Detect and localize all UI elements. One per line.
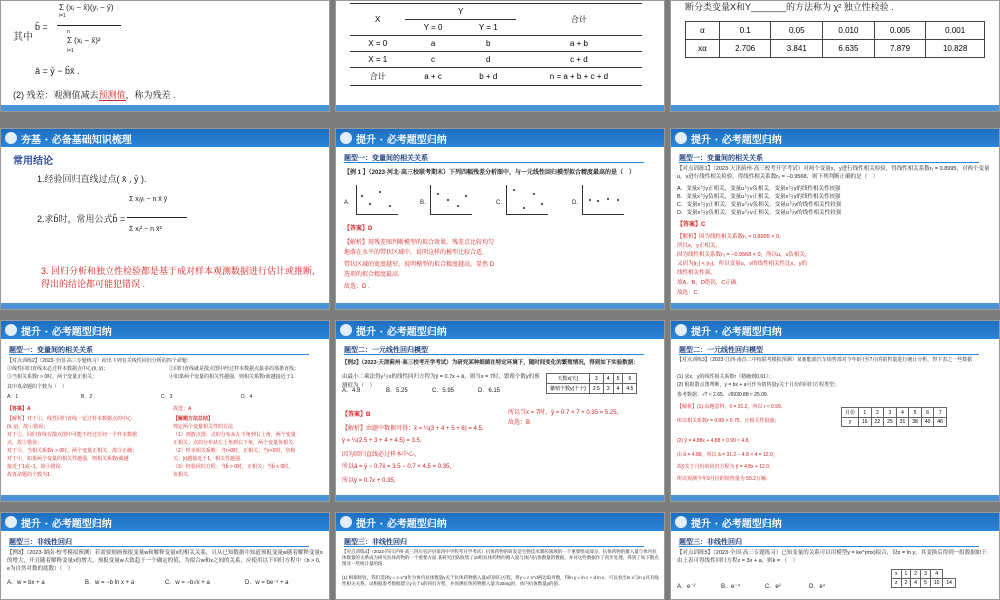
cell: 10.828 bbox=[926, 40, 985, 58]
cell: 2 bbox=[911, 570, 921, 579]
cell: 3 bbox=[603, 384, 613, 394]
header-x: X bbox=[350, 4, 405, 36]
question: 【例3】（2023·湖南·校考模拟预测）若需要刻画预报变量w和解释变量x的相关关系，且从已知数据中知道预报变量w随着解释变量x的增大，开且随着解释变量x的增大，预报变量w大致趋于一个确定的值，为拟合w和x之间的关系，应使用以下回归方程中（b > 0，e为自然对数的底数）（ ） bbox=[7, 550, 325, 572]
explanation-3: 因为线性相关系数r₂ = −0.9568 < 0，所以u，v负相关， bbox=[677, 252, 811, 258]
method-title: 【解题方法总结】 bbox=[173, 416, 214, 422]
cell: 3 bbox=[589, 374, 603, 384]
option-d[interactable]: D．6.15 bbox=[478, 388, 501, 394]
conclusion-3: 3. 回归分析和独立性检验都是基于成对样本观测数据进行估计或推断，得出的结论都可能犯错误 . bbox=[41, 266, 322, 289]
data-table bbox=[546, 373, 637, 394]
cell: 4 bbox=[613, 384, 623, 394]
explanation-3: 对于②，回归直线在散点图中可能不经过任何一个样本数据 bbox=[7, 432, 138, 438]
cell: 40 bbox=[921, 418, 934, 427]
prop-3: ③当相关系数r > 0时，两个变量正相关； bbox=[7, 374, 98, 380]
cell: c bbox=[405, 52, 460, 68]
method-2: 判定两个变量相关性的方法 bbox=[173, 424, 234, 430]
cell: 14 bbox=[943, 579, 956, 588]
footer-bar bbox=[336, 303, 664, 309]
option-b[interactable]: B．5.25 bbox=[386, 388, 408, 394]
table-row bbox=[350, 68, 642, 86]
divider bbox=[344, 162, 644, 163]
explanation-4: 点，故②错误； bbox=[7, 440, 43, 446]
cell: 5 bbox=[909, 408, 922, 418]
denominator-index: i=1 bbox=[67, 48, 74, 54]
cell: X = 0 bbox=[350, 36, 405, 52]
explanation-1: 【解析】对于①，线性回归直线一定过样本数据点的中心 bbox=[7, 416, 133, 422]
explanation-7: 故选：C . bbox=[677, 290, 701, 296]
option-c[interactable]: C． bbox=[496, 200, 507, 206]
method-4: 正相关；点的分布从左上角到右下角，两个变量负相关. bbox=[173, 440, 295, 446]
cell: 0.05 bbox=[771, 22, 823, 40]
cell: b + d bbox=[461, 68, 516, 86]
answer: 【答案】B bbox=[342, 412, 371, 418]
cell: 10 bbox=[930, 579, 943, 588]
question: 【对点训练4】（2023·四川泸州·高三四川省泸县第四中学校考开学考试）抗体药物的研发是生物技术制药领域的一个重要组成部分，抗体药物的摄入量与体内抗体数量的关系成为研究抗体药物的一个重要方面.某研究团队收集了10组抗体药物的摄入量与体内抗体数量的数据，并对这些数据作了初步处理，得到了如下散点图及一些统计量的值. bbox=[342, 549, 659, 566]
cell: a bbox=[405, 36, 460, 52]
cell: x bbox=[892, 570, 902, 579]
footer-bar bbox=[1, 105, 329, 111]
fraction-bar bbox=[127, 217, 187, 218]
slide-header: 夯基 · 必备基础知识梳理 bbox=[1, 129, 329, 147]
cell: 38 bbox=[909, 418, 922, 427]
topic-title: 题型二：一元线性回归模型 bbox=[679, 347, 763, 354]
denominator-index-top: n bbox=[67, 29, 70, 35]
explanation-4: 选项的拟合精度最高. bbox=[344, 272, 400, 278]
question: 【例 1 】（2023·河北·高三校联考期末）下列四幅残差分析图中，与一元线性回归模型拟合精度最高的是（ ） bbox=[344, 170, 636, 176]
option-b[interactable]: B．2 bbox=[81, 394, 93, 400]
table-row bbox=[842, 418, 947, 427]
method-3: （1）画散点图：点的分布从左下角到右上角，两个变量 bbox=[173, 432, 296, 438]
footer-bar bbox=[336, 495, 664, 501]
subheader-y0: Y = 0 bbox=[405, 20, 460, 36]
logo-icon bbox=[340, 132, 352, 144]
cell: n = a + b + c + d bbox=[516, 68, 642, 86]
topic-title: 题型一：变量间的相关关系 bbox=[679, 155, 763, 162]
option-c[interactable]: C．3 bbox=[161, 394, 173, 400]
table-row bbox=[842, 408, 947, 418]
divider bbox=[344, 546, 644, 547]
method-6: 关；|r|越接近于1，相关性越强. bbox=[173, 456, 242, 462]
option-a[interactable]: A．e⁻² bbox=[677, 584, 696, 590]
option-c[interactable]: C．变量x与y正相关，变量u与v负相关，变量u与v的线性相关性较强 bbox=[677, 202, 842, 208]
intro-text: 断分类变量X和Y_______的方法称为 χ² 独立性检验 . bbox=[685, 2, 894, 12]
option-b[interactable]: B．w = −b ln x + a bbox=[85, 580, 135, 586]
option-c[interactable]: C．e² bbox=[765, 584, 781, 590]
critical-value-table bbox=[685, 21, 985, 58]
cell: 6.635 bbox=[823, 40, 875, 58]
logo-icon bbox=[5, 132, 17, 144]
explanation-5: 所以ŷ = 0.7x + 0.35， bbox=[342, 478, 400, 484]
slide-7[interactable] bbox=[0, 320, 330, 502]
slide-header: 提升 · 必考题型归纳 bbox=[336, 513, 664, 531]
question: 【对点训练2】（2023·全国·高三专题练习）给出下列有关线性回归分析的四个命题： bbox=[7, 358, 192, 364]
slide-4[interactable] bbox=[0, 128, 330, 310]
question-2: (1) 根据经验，我们选择y = c·x^d作为体内抗体数量y关于抗体药物摄入量x的回归方程，将y = c·x^d两边取对数，得ln y = ln c + d ln x，可以看出ln x与ln y具有线性相关关系，试根据参考数据建立y关于x的回归方程，并预测抗体药物摄入量为25mg时，体内抗体数量y的值； bbox=[342, 575, 659, 586]
slide-9[interactable] bbox=[670, 320, 1000, 502]
ahat-formula: â = ȳ − b̂x̄ . bbox=[35, 66, 80, 76]
conclusion-2-den: Σ xᵢ² − n x̄² bbox=[129, 226, 162, 233]
explanation-5: 线性相关性强， bbox=[677, 270, 716, 276]
table-row bbox=[350, 52, 642, 68]
explanation-8: 故真命题的个数为1. bbox=[7, 472, 52, 478]
option-b[interactable]: B． bbox=[420, 200, 431, 206]
option-d[interactable]: D．变量x与y负相关，变量u与v正相关，变量u与v的线性相关性较强 bbox=[677, 210, 842, 216]
table-row bbox=[547, 374, 637, 384]
question: 【对点训练3】（2023·江西·南昌二中校联考模拟预测）某新能源汽车销售部对今年9月至7月的销售量进行统计分析，得下表之一些数据 bbox=[677, 357, 973, 363]
slide-12[interactable] bbox=[670, 512, 1000, 600]
slide-5[interactable] bbox=[335, 128, 665, 310]
question: 【例2】（2023·天津蓟州·高三校考开学考试）为研究某种细菌在特定环境下，随时间变化的繁殖情况，得到如下实验数据： bbox=[342, 360, 639, 366]
qizhong-label: 其中 bbox=[13, 32, 33, 43]
cell: 天数x(天) bbox=[547, 374, 590, 384]
cell: 4 bbox=[896, 408, 909, 418]
cell: X = 1 bbox=[350, 52, 405, 68]
option-d[interactable]: D．w = be⁻ˣ + a bbox=[245, 580, 289, 586]
count-question: 其中真命题的个数为（ ） bbox=[7, 384, 68, 390]
conclusion-2-num: Σ xᵢyᵢ − n x̄ ȳ bbox=[129, 196, 168, 203]
slide-header: 提升 · 必考题型归纳 bbox=[1, 321, 329, 339]
divider bbox=[679, 546, 979, 547]
cell: 1 bbox=[859, 408, 872, 418]
cell: 繁殖个数y(千个) bbox=[547, 384, 590, 394]
table-row bbox=[892, 579, 956, 588]
topic-title: 题型一：变量间的相关关系 bbox=[9, 347, 93, 354]
slide-header: 提升 · 必考题型归纳 bbox=[671, 513, 999, 531]
line-6: (2) ŷ = 4.88x + 4.88 × 0.99 ≈ 4.8， bbox=[677, 438, 754, 444]
cell: 6 bbox=[921, 408, 934, 418]
cell: 25 bbox=[884, 418, 897, 427]
residual-plot-b bbox=[430, 185, 472, 215]
cell: 3 bbox=[921, 570, 931, 579]
topic-title: 题型二：一元线性回归模型 bbox=[344, 347, 428, 354]
divider bbox=[679, 354, 979, 355]
cell: α bbox=[686, 22, 720, 40]
explanation-1: 【解析】因为线性相关系数r₁ = 0.8995 > 0， bbox=[677, 234, 785, 240]
explanation-6: 故A，B，D错误，C正确. bbox=[677, 280, 738, 286]
table-row bbox=[686, 22, 985, 40]
cell: 2.5 bbox=[589, 384, 603, 394]
table-row bbox=[892, 570, 956, 579]
cell: 31 bbox=[896, 418, 909, 427]
contingency-table bbox=[350, 3, 642, 86]
cell: 3 bbox=[884, 408, 897, 418]
prop-2: ②回归直线就是散点图中经过样本数据点最多的那条直线； bbox=[169, 366, 300, 372]
denominator: Σ (xᵢ − x̄)² bbox=[67, 36, 101, 45]
logo-icon bbox=[340, 516, 352, 528]
method-5: （2）样本相关系数：当r>0时，正相关；当r<0时，负相 bbox=[173, 448, 296, 454]
slide-6[interactable] bbox=[670, 128, 1000, 310]
cell: 月份 bbox=[842, 408, 859, 418]
footer-bar bbox=[1, 495, 329, 501]
cell: b bbox=[461, 36, 516, 52]
topic-title: 题型三：非线性回归 bbox=[344, 539, 407, 546]
subheader-y1: Y = 1 bbox=[461, 20, 516, 36]
cell: 4 bbox=[930, 570, 943, 579]
residual-plot-a bbox=[356, 185, 398, 215]
option-d[interactable]: D． bbox=[572, 200, 583, 206]
residual-plot-d bbox=[582, 185, 624, 215]
option-d[interactable]: D．4 bbox=[241, 394, 253, 400]
cell: 7 bbox=[934, 408, 947, 418]
cell: 16 bbox=[859, 418, 872, 427]
cell: 2.706 bbox=[719, 40, 771, 58]
explanation-2: ȳ = ¼(2.5 + 3 + 4 + 4.5) = 3.5, bbox=[342, 438, 422, 444]
option-a[interactable]: A．4.9 bbox=[342, 388, 361, 394]
cell: d bbox=[461, 52, 516, 68]
line-8: 故ŷ关于月份的回归方程为 ŷ = 4.8x + 12.0， bbox=[677, 464, 774, 470]
explanation-1: 【解析】用残差图判断模型的拟合效果，残差点比较均匀 bbox=[344, 240, 495, 246]
option-a[interactable]: A． bbox=[344, 200, 355, 206]
cell: 4 bbox=[911, 579, 921, 588]
result-1: 所以当x = 7时，ŷ = 0.7 × 7 + 0.35 = 5.25， bbox=[508, 410, 623, 416]
cell: 46 bbox=[934, 418, 947, 427]
cell: 0.001 bbox=[926, 22, 985, 40]
footer-bar bbox=[671, 495, 999, 501]
explanation-2: 地落在水平的带状区域中，说明这样的模型比较合适， bbox=[344, 250, 489, 256]
option-a[interactable]: A．w = bx + a bbox=[7, 580, 45, 586]
footer-bar bbox=[671, 105, 999, 111]
slide-11[interactable] bbox=[335, 512, 665, 600]
explanation-4: 所以â = ȳ − 0.7x̄ = 3.5 − 0.7 × 4.5 = 0.35， bbox=[342, 464, 456, 470]
topic-title: 题型三：非线性回归 bbox=[679, 539, 742, 546]
header-y: Y bbox=[405, 4, 515, 20]
cell: 0.1 bbox=[719, 22, 771, 40]
bhat-label: b̂ = bbox=[35, 22, 48, 32]
option-c[interactable]: C．w = −b√x + a bbox=[165, 580, 210, 586]
logo-icon bbox=[675, 132, 687, 144]
table-row bbox=[686, 40, 985, 58]
slide-2[interactable] bbox=[335, 0, 665, 112]
method-7: （3）经验回归方程：当b̂ > 0时，正相关；当b̂ < 0时， bbox=[173, 464, 294, 470]
option-d[interactable]: D．e⁴ bbox=[809, 584, 826, 590]
line-9: 所以预测今年9月份的销售量为 55.2万辆. bbox=[677, 476, 768, 482]
data-table bbox=[891, 569, 956, 588]
divider bbox=[9, 546, 309, 547]
fraction-bar bbox=[57, 25, 121, 26]
cell: 4 bbox=[603, 374, 613, 384]
logo-icon bbox=[340, 324, 352, 336]
line-4: 【解析】(1) 由题意得，x̄ = 31.2，所以 r ≈ 0.99, bbox=[677, 404, 783, 410]
topic-title: 题型一：变量间的相关关系 bbox=[344, 155, 428, 162]
logo-icon bbox=[675, 516, 687, 528]
question: 【对点训练5】（2023·全国·高三专题练习）已知变量的关系可以用模型y = ke^(mx)拟合，设z = ln y，其变换后得到一组数据如下．由上表可得线性回归方程z = 3x + a，则k = （ ） bbox=[677, 550, 993, 564]
cell: 2 bbox=[871, 408, 884, 418]
footer-bar bbox=[671, 303, 999, 309]
cell: 0.005 bbox=[874, 22, 926, 40]
cell: a + c bbox=[405, 68, 460, 86]
explanation-1: 【解析】由题中数据可得：x̄ = ¼(3 + 4 + 5 + 6) = 4.5, bbox=[342, 426, 484, 432]
explanation-3: 因为回归直线必过样本中心， bbox=[342, 452, 421, 458]
cell: 3.841 bbox=[771, 40, 823, 58]
option-a[interactable]: A．变量x与y正相关，变量u与v负相关，变量x与y的线性相关性较强 bbox=[677, 186, 841, 192]
answer: 【答案】A bbox=[7, 406, 31, 412]
cell: 7.879 bbox=[874, 40, 926, 58]
cell: z bbox=[892, 579, 902, 588]
slide-header: 提升 · 必考题型归纳 bbox=[336, 321, 664, 339]
cell: y bbox=[842, 418, 859, 427]
explanation-2: (x̄, ȳ)，故①错误； bbox=[7, 424, 49, 430]
cell: 2 bbox=[901, 579, 911, 588]
header-total: 合计 bbox=[516, 4, 642, 36]
explanation-2: 所以x，y正相关， bbox=[677, 243, 722, 249]
table-row bbox=[350, 36, 642, 52]
table-row bbox=[547, 384, 637, 394]
explanation-7: 接近于1或−1，故④错误. bbox=[7, 464, 62, 470]
select-answer: 故选：A bbox=[173, 406, 192, 412]
cell: xα bbox=[686, 40, 720, 58]
divider bbox=[344, 354, 644, 355]
cell: 合计 bbox=[350, 68, 405, 86]
cell: 5 bbox=[921, 579, 931, 588]
line-2: (2) 根据散点图判断，y = bx + a可作为销售量y关于月份的回归方程类型； bbox=[677, 382, 839, 388]
option-b[interactable]: B．e⁻⁴ bbox=[721, 584, 741, 590]
explanation-5: 故选：D . bbox=[344, 284, 370, 290]
method-8: 负相关. bbox=[173, 472, 190, 478]
footer-bar bbox=[1, 303, 329, 309]
slide-1[interactable] bbox=[0, 0, 330, 112]
divider bbox=[679, 162, 979, 163]
divider bbox=[9, 354, 309, 355]
prop-1: ①线性回归直线未必过样本数据点中心(x̄, ȳ)； bbox=[7, 366, 109, 372]
cell: a + b bbox=[516, 36, 642, 52]
footer-bar bbox=[336, 105, 664, 111]
conclusion-1: 1.经验回归直线过点( x̄ , ȳ ). bbox=[37, 174, 147, 184]
residual-line: (2) 残差：观测值减去预测值，称为残差 . bbox=[13, 90, 176, 100]
cell: 22 bbox=[871, 418, 884, 427]
slide-header: 提升 · 必考题型归纳 bbox=[671, 321, 999, 339]
residual-plot-c bbox=[506, 185, 548, 215]
cell: 0.010 bbox=[823, 22, 875, 40]
explanation-4: 又因为|r₁| < |r₂|，所以变量u，v的线性相关性比x，y的 bbox=[677, 261, 807, 267]
line-3: 参考数据：√7 ≈ 2.65，√6930.88 ≈ 25.09. bbox=[677, 392, 769, 398]
answer: 【答案】C bbox=[677, 222, 706, 228]
line-5: 所以相关系数r = 0.99 > 0.75，正相关性很强； bbox=[677, 418, 780, 424]
question: 【对点训练1】（2023·天津蓟州·高三校考开学考试）对两个变量x，y进行线性相关检验，得线性相关系数r₁ = 0.8995，对两个变量u，v进行线性相关检验，得线性相关系数r₂ = −0.9568，则下列判断正确的是（ ） bbox=[677, 166, 990, 180]
cell: 5 bbox=[613, 374, 623, 384]
data-table bbox=[841, 407, 947, 427]
cell: 6 bbox=[623, 374, 637, 384]
numerator-index: i=1 bbox=[59, 13, 66, 19]
slide-header: 提升 · 必考题型归纳 bbox=[671, 129, 999, 147]
slide-header: 提升 · 必考题型归纳 bbox=[1, 513, 329, 531]
option-c[interactable]: C．5.95 bbox=[432, 388, 455, 394]
cell: 4.5 bbox=[623, 384, 637, 394]
explanation-5: 对于③，当相关系数r > 0时，两个变量正相关，故③正确； bbox=[7, 448, 138, 454]
option-a[interactable]: A．1 bbox=[7, 394, 19, 400]
slide-8[interactable] bbox=[335, 320, 665, 502]
slide-header: 提升 · 必考题型归纳 bbox=[336, 129, 664, 147]
result-2: 故选：B bbox=[508, 420, 531, 426]
line-7: 由 b̂ = 4.88，所以 â = 31.2 − 4.8 × 4 = 12.0， bbox=[677, 452, 778, 458]
cell: 1 bbox=[901, 570, 911, 579]
logo-icon bbox=[675, 324, 687, 336]
answer: 【答案】D bbox=[344, 226, 373, 232]
prop-4: ④如果两个变量的相关性越强，则相关系数r就越接近于1. bbox=[169, 374, 295, 380]
line-1: (1) 求x，y的线性相关系数r（精确到0.01）； bbox=[677, 374, 774, 380]
numerator: Σ (xᵢ − x̄)(yᵢ − ȳ) bbox=[59, 3, 114, 12]
topic-title: 题型三：非线性回归 bbox=[9, 539, 72, 546]
conclusion-2: 2.求b̂时，常用公式b̂ = bbox=[37, 214, 126, 224]
cell: c + d bbox=[516, 52, 642, 68]
option-b[interactable]: B．变量x与y负相关，变量u与v正相关，变量x与y的线性相关性较强 bbox=[677, 194, 841, 200]
explanation-3: 带状区域的宽度越窄，说明模型的拟合精度越高，显然 D bbox=[344, 262, 495, 268]
logo-icon bbox=[5, 324, 17, 336]
explanation-6: 对于④，如果两个变量的相关性越强，则相关系数r就越 bbox=[7, 456, 129, 462]
slide-3[interactable] bbox=[670, 0, 1000, 112]
section-title: 常用结论 bbox=[13, 156, 53, 167]
logo-icon bbox=[5, 516, 17, 528]
question-2: 由最小二乘法得y与x的线性回归方程为ŷ = 0.7x + â，则当x = 7时，繁殖个数y的预测值为（ ） bbox=[342, 374, 540, 389]
slide-10[interactable] bbox=[0, 512, 330, 600]
